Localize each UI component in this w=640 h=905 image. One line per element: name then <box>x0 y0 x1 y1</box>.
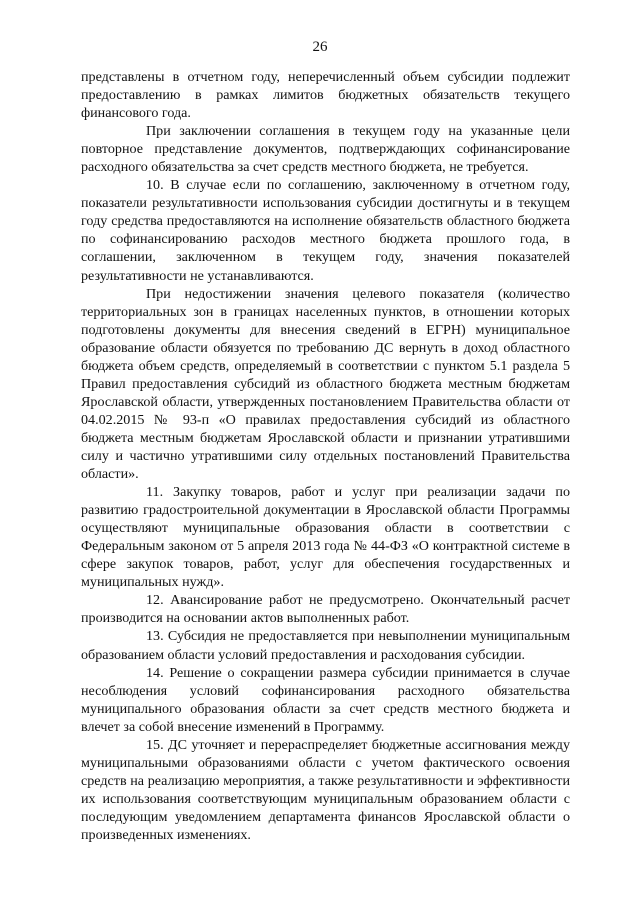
paragraph-target-indicator: При недостижении значения целевого показателя (количество территориальных зон в границах населенных пунктов, в отношении которых подготовлены документы для внесения сведений в ЕГРН) муниципальное образование области обязуется по требованию ДС вернуть в доход областного бюджета объем средств, определяемый в соответствии с пунктом 5.1 раздела 5 Правил предоставления субсидий из областного бюджета местным бюджетам Ярославской области, утвержденных постановлением Правительства области от 04.02.2015 № 93-п «О правилах предоставления субсидий из областного бюджета местным бюджетам Ярославской области и признании утратившими силу и частично утратившими силу отдельных постановлений Правительства области». <box>81 285 570 483</box>
paragraph-item-13: 13. Субсидия не предоставляется при невыполнении муниципальным образованием области условий предоставления и расходования субсидии. <box>81 628 570 663</box>
document-body <box>81 68 570 844</box>
paragraph-continuation: представлены в отчетном году, неперечисленный объем субсидии подлежит предоставлению в рамках лимитов бюджетных обязательств текущего финансового года. <box>81 69 570 122</box>
paragraph-agreement-current-year: При заключении соглашения в текущем году на указанные цели повторное представление документов, подтверждающих софинансирование расходного обязательства за счет средств местного бюджета, не требуется. <box>81 123 570 176</box>
paragraph-item-11: 11. Закупку товаров, работ и услуг при реализации задачи по развитию градостроительной документации в Ярославской области Программы осуществляют муниципальные образования области в соответствии с Федеральным законом от 5 апреля 2013 года № 44-ФЗ «О контрактной системе в сфере закупок товаров, работ, услуг для обеспечения государственных и муниципальных нужд». <box>81 484 570 591</box>
paragraph-item-12: 12. Авансирование работ не предусмотрено. Окончательный расчет производится на основании актов выполненных работ. <box>81 592 570 627</box>
paragraph-item-14: 14. Решение о сокращении размера субсидии принимается в случае несоблюдения условий софинансирования расходного обязательства муниципального образования области за счет средств местного бюджета и влечет за собой внесение изменений в Программу. <box>81 664 570 735</box>
paragraph-item-10: 10. В случае если по соглашению, заключенному в отчетном году, показатели результативности использования субсидии достигнуты и в текущем году средства предоставляются на исполнение обязательств областного бюджета по софинансированию расходов местного бюджета прошлого года, в соглашении, заключенном в текущем году, значения показателей результативности не устанавливаются. <box>81 177 570 284</box>
paragraph-item-15: 15. ДС уточняет и перераспределяет бюджетные ассигнования между муниципальными образованиями области с учетом фактического освоения средств на реализацию мероприятия, а также результативности и эффективности их использования соответствующим муниципальным образованием области с последующим уведомлением департамента финансов Ярославской области о произведенных изменениях. <box>81 736 570 843</box>
page-number: 26 <box>312 39 328 55</box>
